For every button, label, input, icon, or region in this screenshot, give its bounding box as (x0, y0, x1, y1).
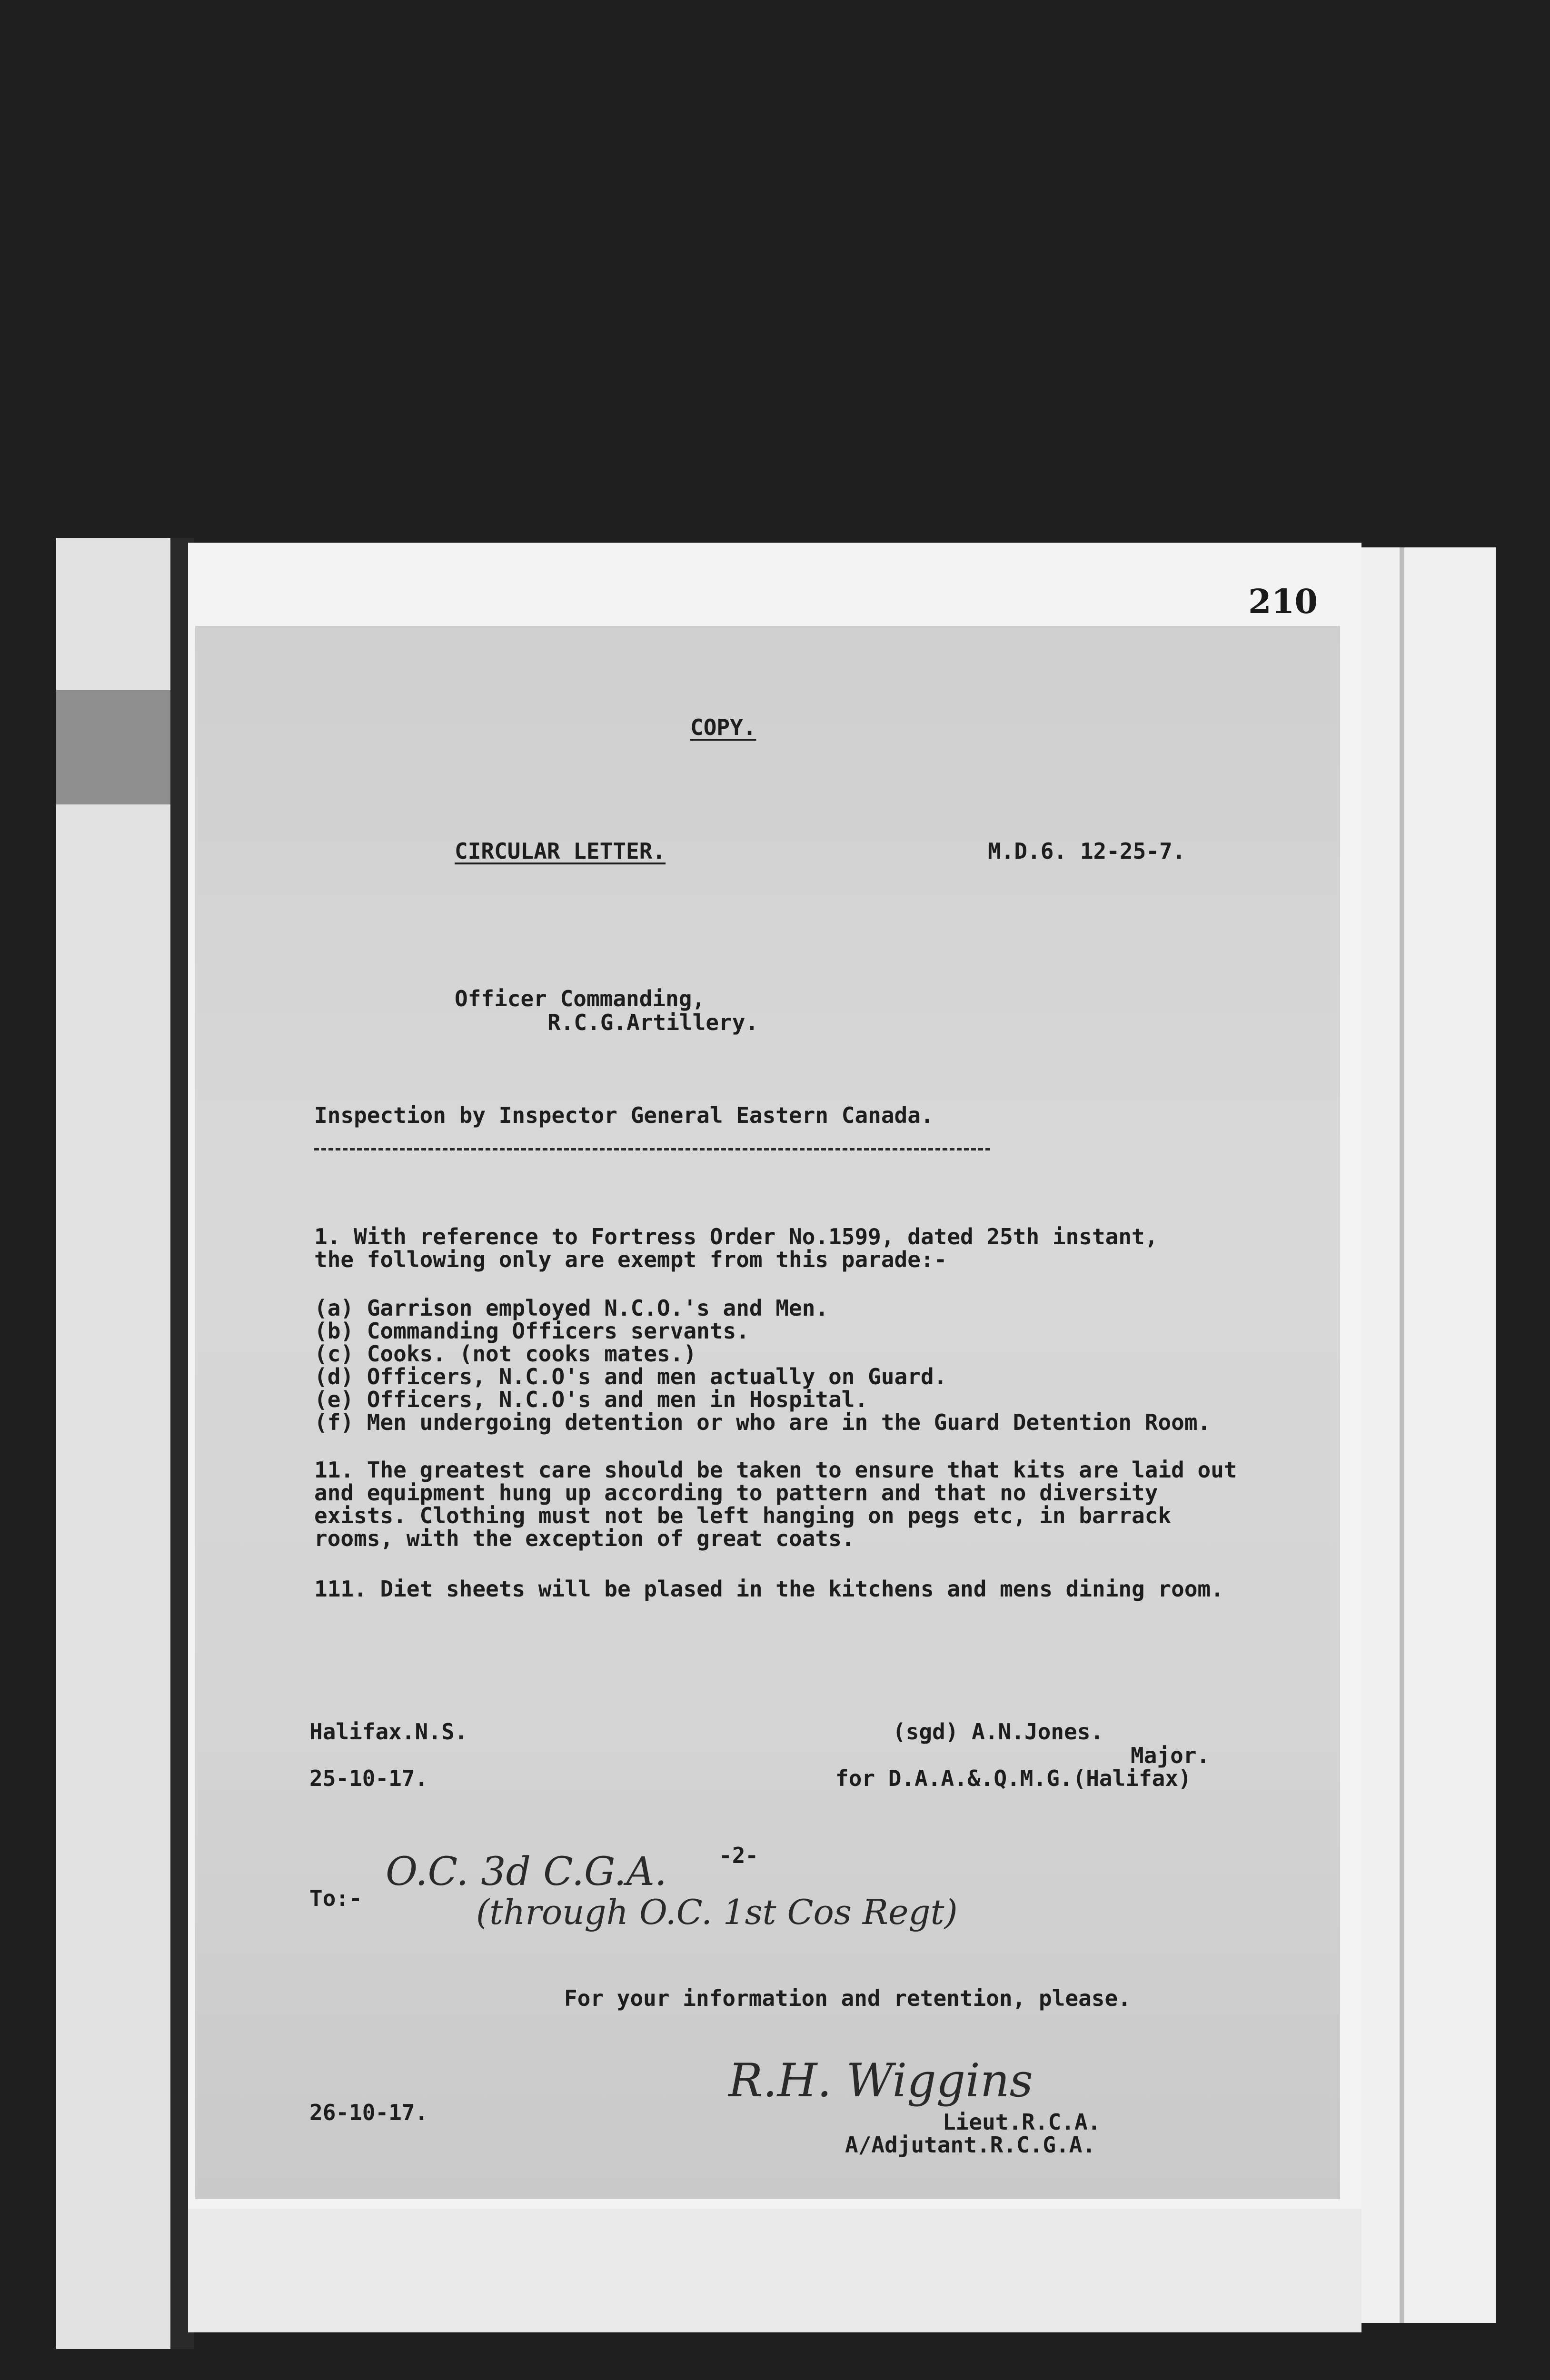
paragraph-3: 111. Diet sheets will be plased in the kitchens and mens dining room. (314, 1576, 1224, 1602)
subject-line: Inspection by Inspector General Eastern Canada. (314, 1102, 934, 1128)
rank-major: Major. (1131, 1743, 1210, 1768)
paragraph-2-line: 11. The greatest care should be taken to ensure that kits are laid out (314, 1457, 1237, 1483)
exempt-item: (d) Officers, N.C.O's and men actually on Guard. (314, 1364, 947, 1389)
subject-dashed-rule (314, 1148, 990, 1150)
paragraph-2-line: rooms, with the exception of great coats. (314, 1526, 855, 1551)
document-page (195, 626, 1340, 2199)
handwritten-addressee-1: O.C. 3d C.G.A. (386, 1849, 667, 1894)
file-reference: M.D.6. 12-25-7. (988, 838, 1186, 864)
exempt-item: (c) Cooks. (not cooks mates.) (314, 1341, 697, 1367)
handwritten-signature: R.H. Wiggins (728, 2054, 1033, 2107)
paragraph-1-line-1: 1. With reference to Fortress Order No.1599, dated 25th instant, (314, 1224, 1158, 1250)
film-right-margin (1361, 547, 1496, 2323)
exempt-item: (e) Officers, N.C.O's and men in Hospital. (314, 1387, 868, 1412)
addressee-line-2: R.C.G.Artillery. (547, 1010, 759, 1035)
film-left-margin (56, 538, 170, 2349)
signed-by: (sgd) A.N.Jones. (893, 1719, 1104, 1745)
rank-lieutenant: Lieut.R.C.A. (943, 2109, 1101, 2135)
place: Halifax.N.S. (309, 1719, 468, 1745)
paragraph-2-line: and equipment hung up according to pattern and that no diversity (314, 1480, 1158, 1506)
copy-heading: COPY. (690, 714, 756, 740)
to-label: To:- (309, 1885, 362, 1911)
addressee-line-1: Officer Commanding, (455, 986, 705, 1012)
back-sheet-bottom (188, 2209, 1361, 2332)
page-number: 210 (1248, 582, 1318, 621)
exempt-item: (f) Men undergoing detention or who are in the Guard Detention Room. (314, 1409, 1211, 1435)
adjutant-line: A/Adjutant.R.C.G.A. (845, 2132, 1096, 2158)
date-1: 25-10-17. (309, 1765, 428, 1791)
paragraph-1-line-2: the following only are exempt from this parade:- (314, 1247, 947, 1272)
exempt-item: (a) Garrison employed N.C.O.'s and Men. (314, 1295, 829, 1321)
film-left-shadow (56, 690, 170, 804)
for-line: for D.A.A.&.Q.M.G.(Halifax) (835, 1765, 1192, 1791)
circular-letter-heading: CIRCULAR LETTER. (455, 838, 666, 864)
film-right-edge (1400, 547, 1404, 2323)
paragraph-2-line: exists. Clothing must not be left hanging on pegs etc, in barrack (314, 1503, 1172, 1528)
information-line: For your information and retention, please. (564, 1985, 1131, 2011)
handwritten-addressee-2: (through O.C. 1st Cos Regt) (476, 1892, 958, 1932)
page-marker: -2- (719, 1843, 759, 1868)
date-2: 26-10-17. (309, 2100, 428, 2125)
exempt-item: (b) Commanding Officers servants. (314, 1318, 749, 1344)
